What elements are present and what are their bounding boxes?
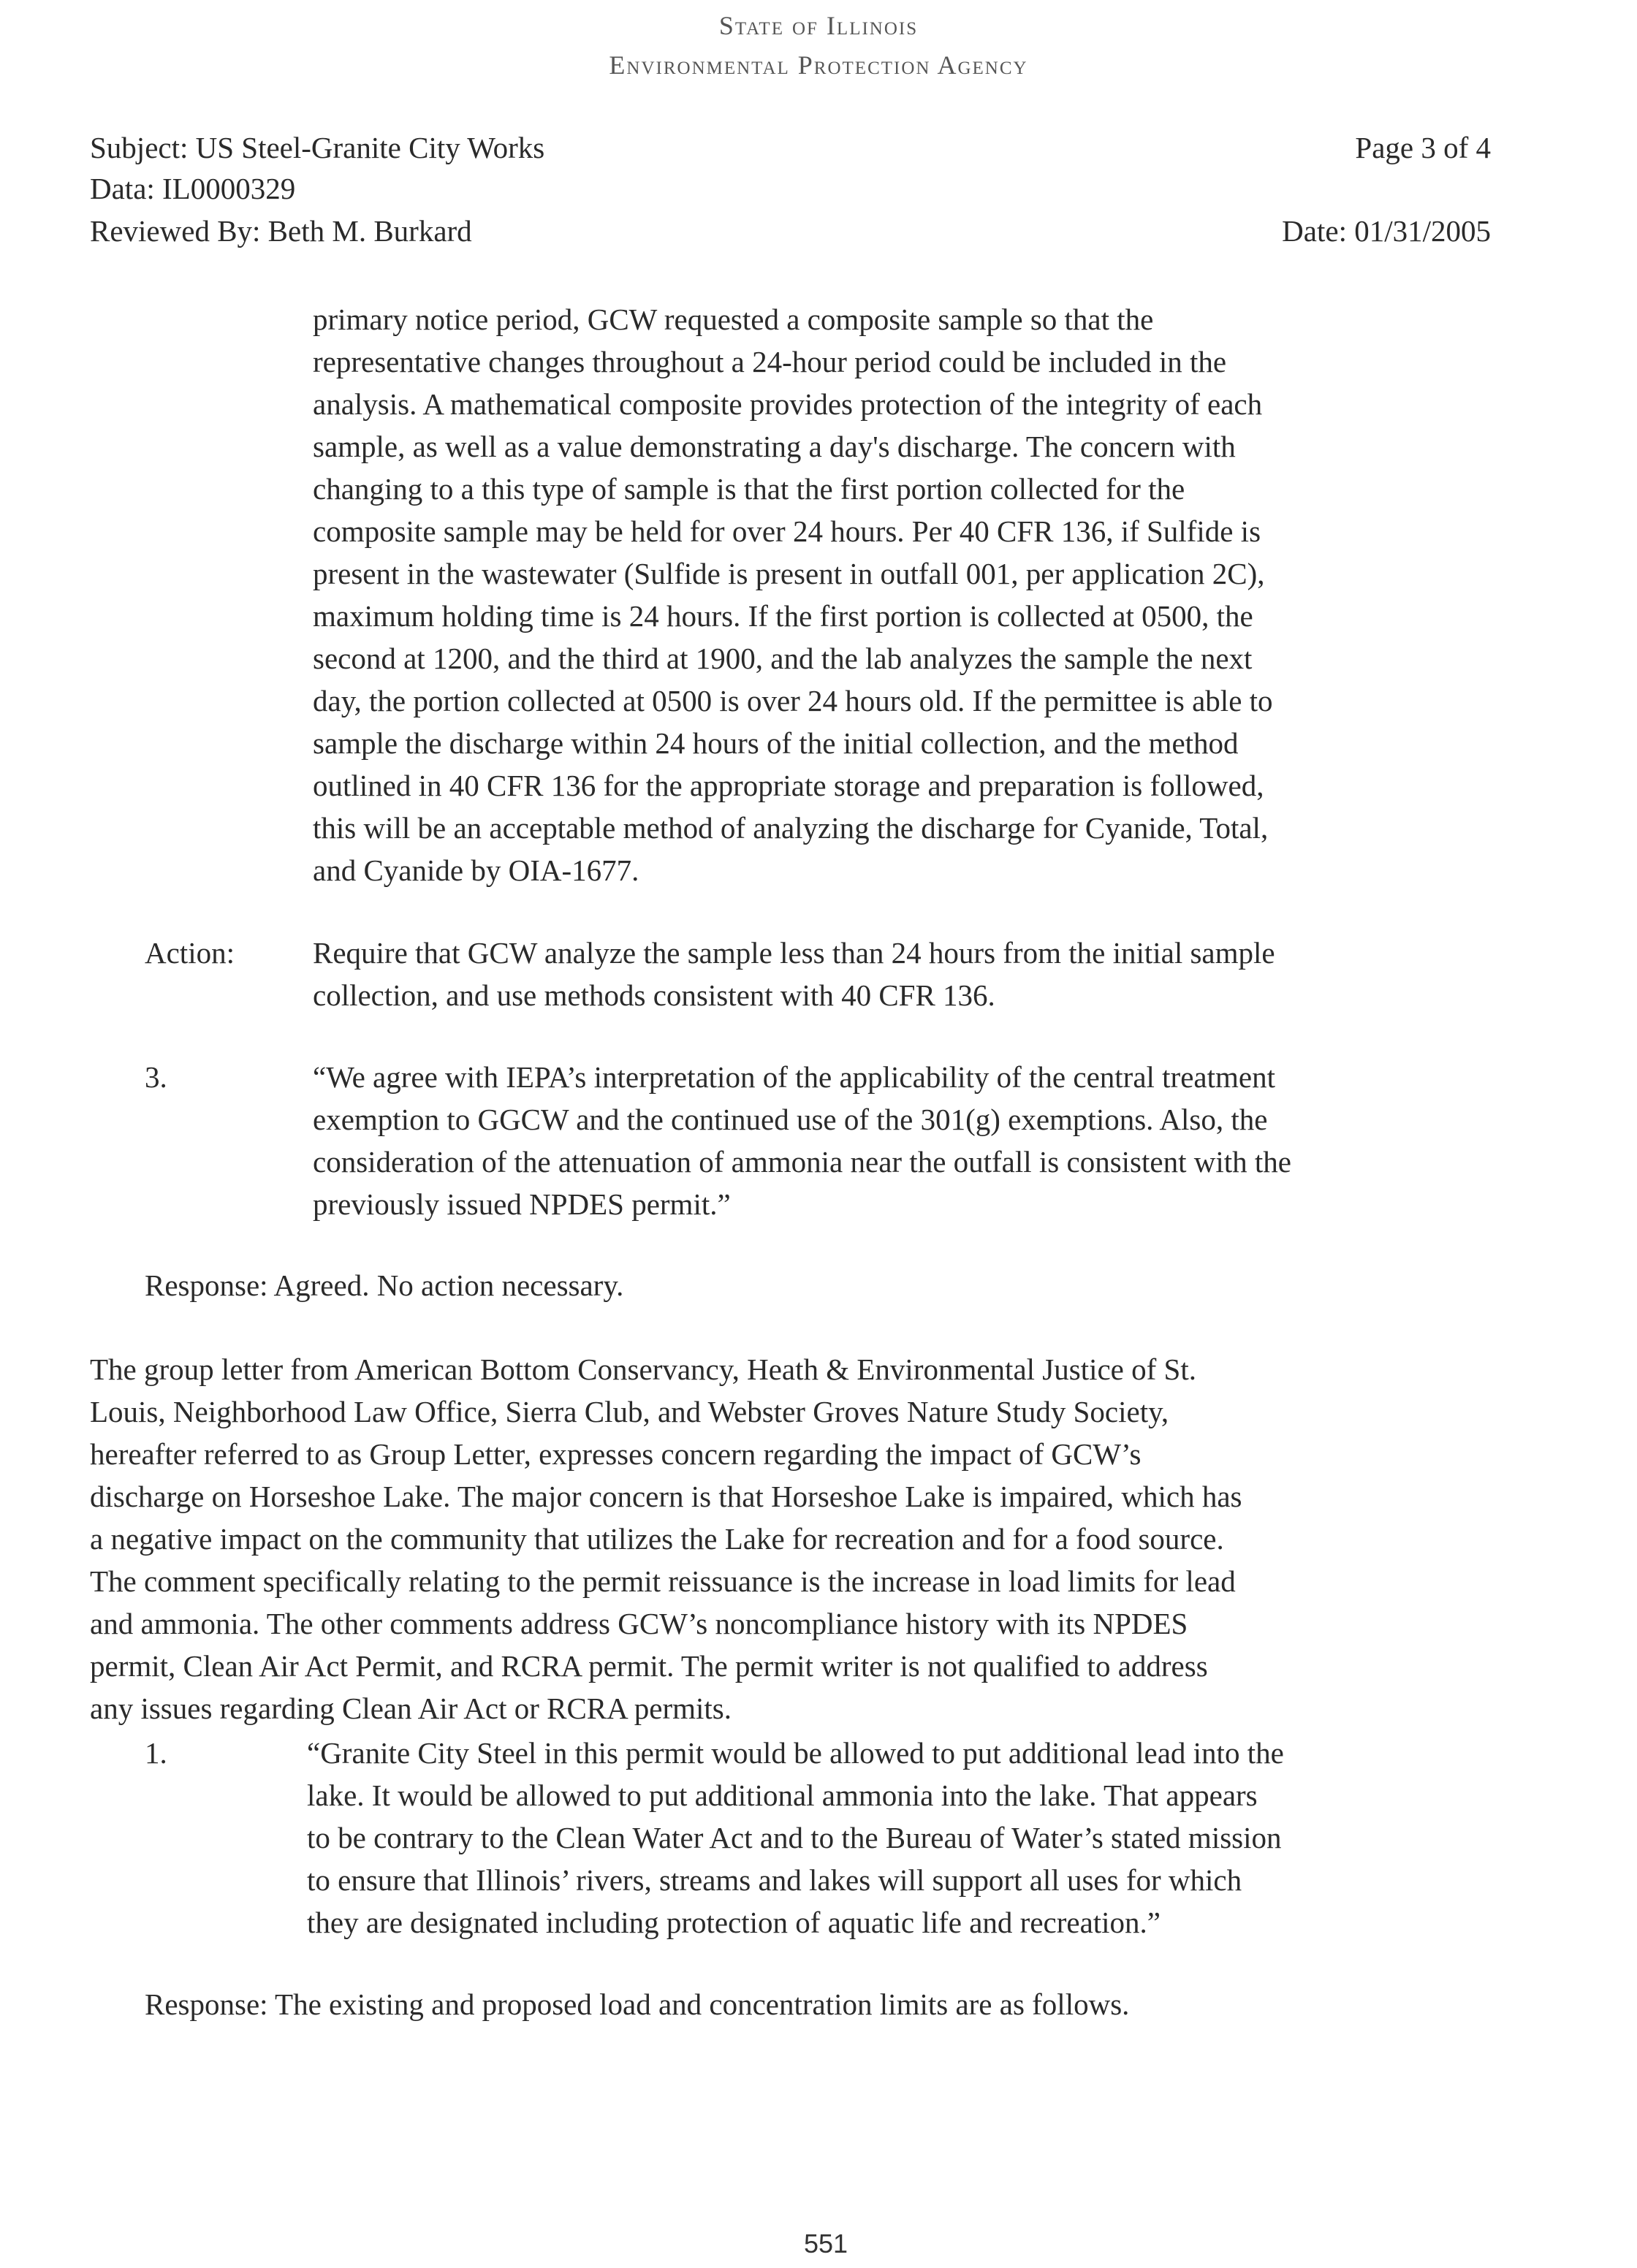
text-line: to be contrary to the Clean Water Act and to the Bureau of Water’s stated mission <box>307 1821 1282 1854</box>
data-line: Data: IL0000329 <box>90 172 296 205</box>
text-line: any issues regarding Clean Air Act or RCRA permits. <box>90 1692 732 1725</box>
response-1: Response: The existing and proposed load and concentration limits are as follows. <box>145 1987 1130 2021</box>
text-line: hereafter referred to as Group Letter, expresses concern regarding the impact of GCW’s <box>90 1437 1142 1471</box>
text-line: primary notice period, GCW requested a composite sample so that the <box>313 302 1154 336</box>
text-line: outlined in 40 CFR 136 for the appropriate storage and preparation is followed, <box>313 769 1264 802</box>
text-line: they are designated including protection of aquatic life and recreation.” <box>307 1906 1161 1939</box>
date-line: Date: 01/31/2005 <box>1282 214 1491 248</box>
text-line: Louis, Neighborhood Law Office, Sierra Club, and Webster Groves Nature Study Society, <box>90 1395 1169 1428</box>
text-line: second at 1200, and the third at 1900, and the lab analyzes the sample the next <box>313 642 1253 675</box>
reviewed-by-line: Reviewed By: Beth M. Burkard <box>90 214 472 248</box>
text-line: day, the portion collected at 0500 is over 24 hours old. If the permittee is able to <box>313 684 1273 718</box>
item-1-text <box>307 1732 1284 1944</box>
text-line: The group letter from American Bottom Conservancy, Heath & Environmental Justice of St. <box>90 1352 1196 1386</box>
text-line: consideration of the attenuation of ammonia near the outfall is consistent with the <box>313 1145 1291 1179</box>
text-line: representative changes throughout a 24-hour period could be included in the <box>313 345 1227 378</box>
text-line: composite sample may be held for over 24 hours. Per 40 CFR 136, if Sulfide is <box>313 514 1261 548</box>
page-indicator: Page 3 of 4 <box>1355 131 1491 164</box>
subject-line: Subject: US Steel-Granite City Works <box>90 131 545 164</box>
text-line: lake. It would be allowed to put additional ammonia into the lake. That appears <box>307 1778 1258 1812</box>
item-3-label: 3. <box>145 1060 167 1094</box>
text-line: discharge on Horseshoe Lake. The major concern is that Horseshoe Lake is impaired, which has <box>90 1480 1242 1513</box>
text-line: permit, Clean Air Act Permit, and RCRA permit. The permit writer is not qualified to address <box>90 1649 1208 1683</box>
text-line: sample, as well as a value demonstrating a day's discharge. The concern with <box>313 430 1236 463</box>
page-number: 551 <box>804 2229 848 2259</box>
text-line: collection, and use methods consistent with 40 CFR 136. <box>313 978 995 1012</box>
item-3-text <box>313 1056 1291 1225</box>
text-line: Require that GCW analyze the sample less than 24 hours from the initial sample <box>313 936 1275 970</box>
item-1-label: 1. <box>145 1736 167 1770</box>
text-line: a negative impact on the community that utilizes the Lake for recreation and for a food source. <box>90 1522 1224 1556</box>
text-line: changing to a this type of sample is that the first portion collected for the <box>313 472 1185 506</box>
action-text <box>313 932 1275 1016</box>
text-line: present in the wastewater (Sulfide is present in outfall 001, per application 2C), <box>313 557 1265 590</box>
text-line: maximum holding time is 24 hours. If the first portion is collected at 0500, the <box>313 599 1253 633</box>
text-line: sample the discharge within 24 hours of the initial collection, and the method <box>313 726 1239 760</box>
action-label: Action: <box>145 936 235 970</box>
continued-paragraph <box>313 298 1273 891</box>
text-line: this will be an acceptable method of analyzing the discharge for Cyanide, Total, <box>313 811 1269 845</box>
text-line: and Cyanide by OIA-1677. <box>313 853 639 887</box>
text-line: “Granite City Steel in this permit would be allowed to put additional lead into the <box>307 1736 1284 1770</box>
text-line: exemption to GGCW and the continued use of the 301(g) exemptions. Also, the <box>313 1103 1268 1136</box>
agency-name-header: Environmental Protection Agency <box>609 50 1028 80</box>
text-line: analysis. A mathematical composite provides protection of the integrity of each <box>313 387 1263 421</box>
text-line: previously issued NPDES permit.” <box>313 1187 731 1221</box>
text-line: The comment specifically relating to the permit reissuance is the increase in load limits for lead <box>90 1564 1236 1598</box>
response-3: Response: Agreed. No action necessary. <box>145 1268 624 1302</box>
text-line: “We agree with IEPA’s interpretation of the applicability of the central treatment <box>313 1060 1275 1094</box>
text-line: and ammonia. The other comments address GCW’s noncompliance history with its NPDES <box>90 1607 1188 1640</box>
agency-state-header: State of Illinois <box>718 11 919 40</box>
text-line: to ensure that Illinois’ rivers, streams and lakes will support all uses for which <box>307 1863 1242 1897</box>
group-letter-paragraph <box>90 1348 1242 1729</box>
